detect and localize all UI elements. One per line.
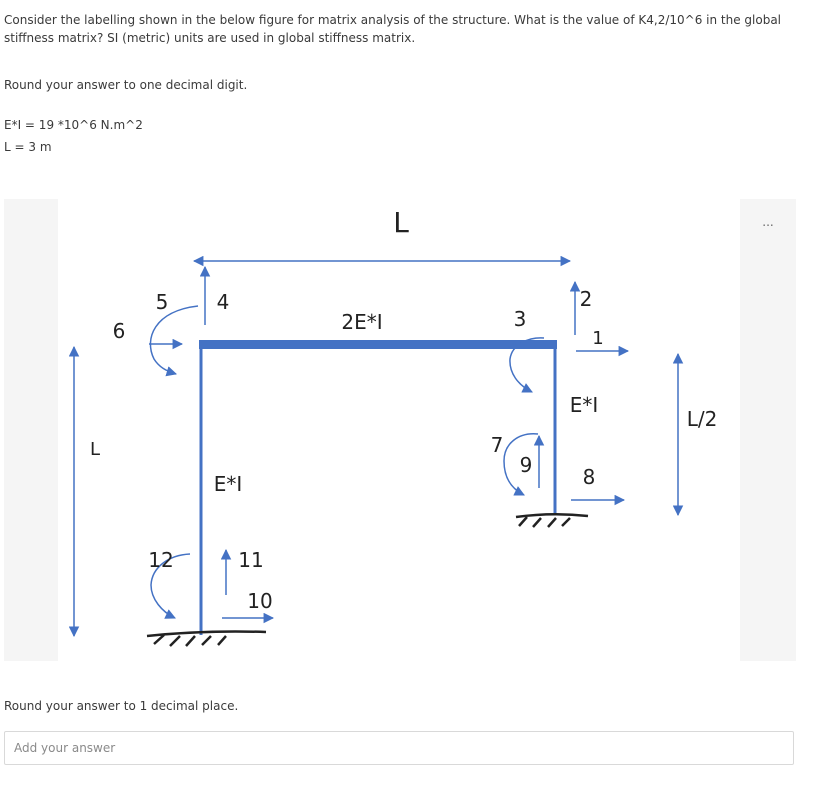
right-panel — [740, 199, 796, 661]
rounding-instruction-2: Round your answer to 1 decimal place. — [4, 699, 239, 713]
dof5-rotation-arrow — [150, 306, 198, 374]
dof11-label: 11 — [238, 548, 264, 572]
ei-value: E*I = 19 *10^6 N.m^2 — [4, 118, 143, 132]
answer-field[interactable] — [4, 731, 794, 765]
dof6-label: 6 — [112, 319, 126, 343]
dof10-label: 10 — [247, 589, 273, 613]
question-text: Consider the labelling shown in the below figure for matrix analysis of the structure. What is the value of K4,2/10^6 in the global stiffness matrix? SI (metric) units are used in global stiffness matrix. — [4, 13, 782, 45]
dof3-label: 3 — [513, 307, 527, 331]
dof8-label: 8 — [582, 465, 596, 489]
dof7-label: 7 — [490, 433, 504, 457]
left-panel — [4, 199, 58, 661]
dof12-label: 12 — [148, 548, 174, 572]
rounding-instruction: Round your answer to one decimal digit. — [4, 78, 248, 92]
beam-stiffness-label: 2E*I — [341, 310, 383, 334]
right-fixed-support — [516, 514, 588, 527]
dof2-label: 2 — [579, 287, 593, 311]
length-value: L = 3 m — [4, 140, 52, 154]
left-column-stiffness-label: E*I — [213, 472, 243, 496]
frame-diagram — [4, 199, 796, 661]
left-fixed-support — [147, 632, 266, 647]
dof4-label: 4 — [216, 290, 230, 314]
more-menu-icon[interactable]: ... — [762, 215, 774, 229]
beam-member — [199, 340, 557, 349]
right-height-label: L/2 — [686, 407, 718, 431]
dof5-label: 5 — [155, 290, 169, 314]
structure-figure — [4, 199, 796, 661]
span-label: L — [393, 206, 409, 239]
dof1-label: 1 — [592, 328, 604, 349]
answer-input[interactable] — [5, 732, 793, 764]
left-height-label: L — [89, 439, 101, 460]
dof9-label: 9 — [519, 453, 533, 477]
right-column-stiffness-label: E*I — [569, 393, 599, 417]
